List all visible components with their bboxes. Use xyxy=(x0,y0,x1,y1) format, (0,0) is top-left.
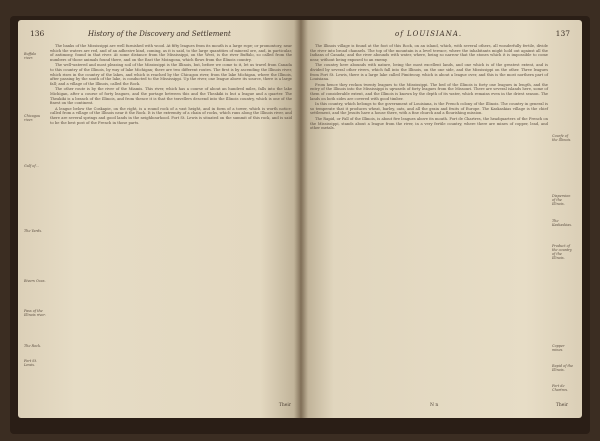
paragraph: In this country, which belongs to the government of Louisiana, is the French colony of the Illinois. The country in general is so temperate that it produces wheat, barley, oats, and all the grain and fruits of Europe. The Kaskaskias village is the chief settlement, and the Jesuits have a house there, with a fine church and a flourishing mission. xyxy=(310,102,548,116)
margin-note: Courfe of the Illinois. xyxy=(552,134,572,142)
margin-note: Rapid of the Illinois. xyxy=(552,364,574,372)
margin-note: Dispersion of the Illinois. xyxy=(552,194,571,206)
left-body-text xyxy=(50,44,292,126)
left-catchword: Their xyxy=(278,403,291,408)
right-page-number: 137 xyxy=(555,29,570,38)
margin-note: Chicagou river. xyxy=(24,114,41,122)
margin-note: Fort St. Lewis. xyxy=(24,359,38,367)
margin-note: The Kaskaskias. xyxy=(552,219,573,227)
right-body-text xyxy=(310,44,548,132)
paragraph: A league below the Coskapie, on the right, is a round rock of a vast height, and in form of a tower, which is worth notice; called from a village of the Illinois near it the Rock. It is the extremity of a chain of rocks, which runs along the Illinois river, and there are several springs and good lands in the neighbourhood. Fort St. Lewis is situated on the summit of this rock, and is said to be the best post of the French in those parts. xyxy=(50,106,292,125)
left-page-number: 136 xyxy=(30,29,45,38)
paragraph: The Illinois village is found at the foot of this Rock, on an island, which, with several others, all wonderfully fertile, divide the river into broad channels. The top of the mountain is a level terrace, where the inhabitants might hold out against all the Indians of Canada; and the river abounds with water, where, being so narrow that the stones which it is impossible to come near, without being exposed to an enemy. xyxy=(310,44,548,62)
paragraph: The country here abounds with nature, being the most excellent lands, and one which is of the greatest extent, and is divided by several other rivers, which fall into the Illinois, on the one side, and the Mississippi on the other. Three leagues from Fort St. Lewis, there is a large lake called Pimiteouy, which is about a league over, and this is the most northern part of Louisiana. xyxy=(310,63,548,82)
margin-note: Product of the country of the Illinois. xyxy=(552,244,572,260)
paragraph: The banks of the Mississippi are well furnished with wood. At fifty leagues from its mouth is a large rope; or promontory, near which the waters are red, and of an adhesive kind, coming, as it is said, to the large quantities of mineral ore, and, in particular, of antimony, found in that river. At some distance from the Mississippi, on the West, is the river Buffalo, so called from the numbers of those animals found there, and on the East the Moingona, which flows from the Illinois country. xyxy=(50,44,292,62)
margin-note: Gulf of... xyxy=(24,164,39,168)
paragraph: The other route is by the river of the Miamis. This river, which has a course of about an hundred miles, falls into the lake Michigan, after a course of forty leagues, and the portage between this and the Theakiki is but a league and a quarter. The Theakiki is a branch of the Illinois, and from thence it is that the travellers descend into the Illinois country, which is one of the finest on the continent. xyxy=(50,87,292,106)
signature-mark: N n xyxy=(430,403,439,408)
margin-note: Pass of the Illinois river. xyxy=(24,309,46,317)
margin-note: Rivers Ocas. xyxy=(24,279,46,283)
left-margin-notes xyxy=(24,44,48,414)
right-page xyxy=(300,20,582,418)
right-margin-notes xyxy=(552,44,578,414)
paragraph: The well-watered and most pleasing soil of the Mississippi is the Illinois, but, before we come to it, let us travel from Canada to this country of the Illinois, by way of lake Michigan; there are two different routes. The first is by ascending the Illinois river, which rises in the country of the lakes, and which is reached by the Chicagou river, from the lake Michigan, where the Illinois, after passing by the south of the lake, is conducted to the Mississippi. Up the river, one league above its source, there is a large fall; and a village of the Illinois, called the Rock. xyxy=(50,63,292,86)
margin-note: The Rock. xyxy=(24,344,42,348)
right-catchword: Their xyxy=(555,403,568,408)
paragraph: The Rapid, or Fall of the Illinois, is about five leagues above its mouth. Fort de Chartres, the headquarters of the French on the Mississippi, stands about a league from the river, in a very fertile country, where there are mines of copper, lead, and other metals. xyxy=(310,116,548,131)
margin-note: Copper mines. xyxy=(552,344,565,352)
right-running-head: of LOUISIANA. xyxy=(395,30,463,38)
paragraph: From hence they reckon twenty leagues to the Mississippi. The bed of the Illinois is forty one leagues in length, and the entry of the Illinois into the Mississippi is upwards of forty leagues from the Missouri. There are several islands here, some of them of considerable extent, and the Illinois is known by the depth of its water, which remains even in the driest season. The lands on both sides are covered with good timber. xyxy=(310,82,548,101)
margin-note: The Yards. xyxy=(24,229,43,233)
margin-note: Buffalo river. xyxy=(24,52,37,60)
left-running-head: History of the Discovery and Settlement xyxy=(88,30,231,38)
margin-note: Fort de Chartres. xyxy=(552,384,569,392)
left-page xyxy=(18,20,303,418)
book-gutter xyxy=(294,20,308,418)
